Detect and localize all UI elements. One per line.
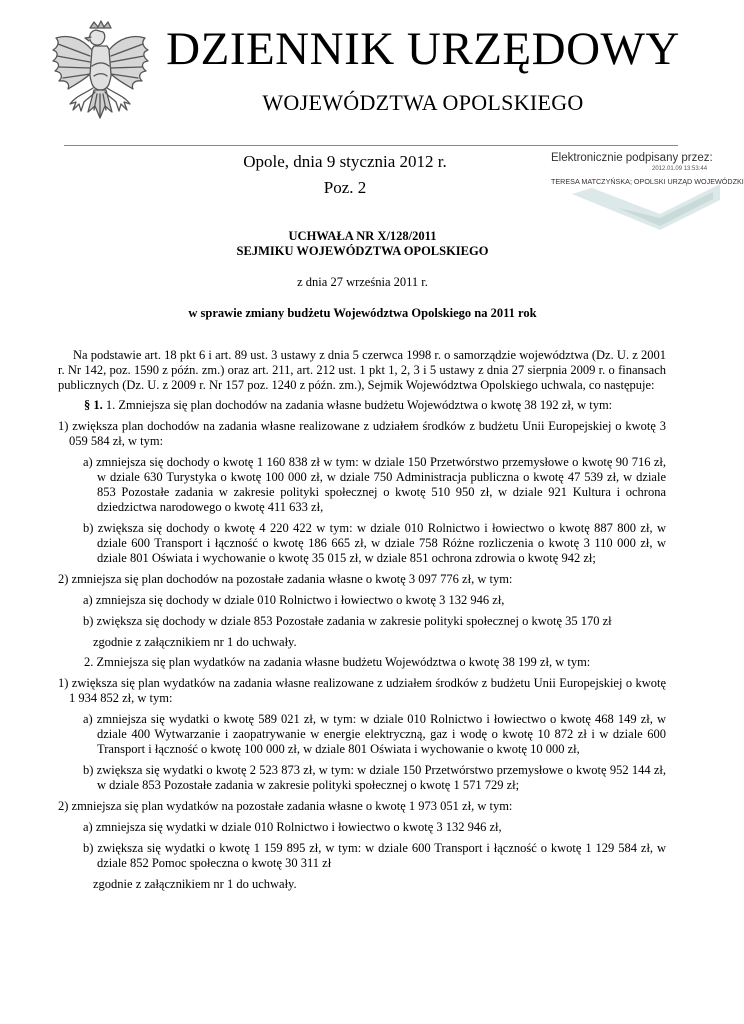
list-item: b) zwiększa się wydatki o kwotę 1 159 895 zł, w tym: w dziale 600 Transport i łączność o kwotę 1 129 584 zł, w dziale 852 Pomoc społeczna o kwotę 30 311 zł [83,841,666,870]
paragraph-1-point-2: 2. Zmniejsza się plan wydatków na zadania własne budżetu Województwa o kwotę 38 199 zł, w tym: [84,655,591,669]
paragraph-sign: § 1. [84,398,103,412]
place-date: Opole, dnia 9 stycznia 2012 r. [243,152,447,171]
list-item: 2) zmniejsza się plan wydatków na pozostałe zadania własne o kwotę 1 973 051 zł, w tym: [58,799,513,813]
white-eagle-emblem-icon [48,20,153,140]
header-divider [64,145,678,146]
attachment-reference: zgodnie z załącznikiem nr 1 do uchwały. [93,635,297,649]
list-item: b) zwiększa się dochody o kwotę 4 220 422 w tym: w dziale 010 Rolnictwo i łowiectwo o kwotę 887 800 zł, w dziale 600 Transport i łączność o kwotę 186 665 zł, w dziale 758 Różne rozliczenia o kwotę 3 110 000 zł, w dziale 801 Oświata i wychowanie o kwotę 35 015 zł, w dziale 851 ochrona zdrowia o kwotę 942 zł; [83,521,666,565]
list-item: a) zmniejsza się dochody o kwotę 1 160 838 zł w tym: w dziale 150 Przetwórstwo przemysłowe o kwotę 90 716 zł, w dziale 630 Turystyka o kwotę 100 000 zł, w dziale 750 Administracja publiczna o kwotę 47 539 zł, w dziale 853 Pozostałe zadania w zakresie polityki społecznej o kwotę 510 950 zł, w dziale 921 Kultura i ochrona dziedzictwa narodowego o kwotę 411 633 zł, [83,455,666,514]
list-item: a) zmniejsza się wydatki o kwotę 589 021 zł, w tym: w dziale 010 Rolnictwo i łowiectwo o kwotę 468 149 zł, w dziale 400 Wytwarzanie i zaopatrywanie w energie elektryczną, gaz i wodę o kwotę 10 872 zł i w dziale 600 Transport i łączność o kwotę 100 000 zł, w dziale 801 Oświata i wychowanie o kwotę 10 000 zł, [83,712,666,756]
signature-signer: TERESA MATCZYŃSKA; OPOLSKI URZĄD WOJEWÓDZKI [551,177,744,186]
list-item: b) zwiększa się dochody w dziale 853 Pozostałe zadania w zakresie polityki społecznej o kwotę 35 170 zł [83,614,612,628]
electronic-signature-stamp [548,150,744,230]
paragraph-1-point-1 [58,398,666,413]
signature-timestamp: 2012.01.09 13:53:44 [652,166,708,172]
resolution-date: z dnia 27 września 2011 r. [297,275,428,289]
legal-basis-paragraph: Na podstawie art. 18 pkt 6 i art. 89 ust. 3 ustawy z dnia 5 czerwca 1998 r. o samorządzie województwa (Dz. U. z 2001 r. Nr 142, poz. 1590 z późn. zm.) oraz art. 211, art. 212 ust. 1 pkt 1, 2, 3 i 5 ustawy z dnia 27 sierpnia 2009 r. o finansach publicznych (Dz. U. z 2009 r. Nr 157 poz. 1240 z późn. zm.), Sejmik Województwa Opolskiego uchwala, co następuje: [58,348,666,392]
list-item: 2) zmniejsza się plan dochodów na pozostałe zadania własne o kwotę 3 097 776 zł, w tym: [58,572,513,586]
signature-heading: Elektronicznie podpisany przez: [551,152,713,164]
list-item: a) zmniejsza się wydatki w dziale 010 Rolnictwo i łowiectwo o kwotę 3 132 946 zł, [83,820,502,834]
resolution-subject: w sprawie zmiany budżetu Województwa Opolskiego na 2011 rok [188,306,537,320]
resolution-number: UCHWAŁA NR X/128/2011 [288,229,437,243]
list-item: a) zmniejsza się dochody w dziale 010 Rolnictwo i łowiectwo o kwotę 3 132 946 zł, [83,593,505,607]
gazette-subtitle: WOJEWÓDZTWA OPOLSKIEGO [262,90,584,115]
list-item: 1) zwiększa plan dochodów na zadania własne realizowane z udziałem środków z budżetu Unii Europejskiej o kwotę 3 059 584 zł, w tym: [58,419,666,448]
position-number: Poz. 2 [323,178,367,197]
attachment-reference: zgodnie z załącznikiem nr 1 do uchwały. [93,877,297,891]
list-item: b) zwiększa się wydatki o kwotę 2 523 873 zł, w tym: w dziale 150 Przetwórstwo przemysłowe o kwotę 952 144 zł, w dziale 853 Pozostałe zadania w zakresie polityki społecznej o kwotę 1 571 729 zł; [83,763,666,792]
gazette-title: DZIENNIK URZĘDOWY [166,23,680,75]
resolution-authority: SEJMIKU WOJEWÓDZTWA OPOLSKIEGO [236,244,489,258]
paragraph-1-point-1-text: 1. Zmniejsza się plan dochodów na zadania własne budżetu Województwa o kwotę 38 192 zł, w tym: [105,398,613,412]
resolution-body [58,348,666,892]
list-item: 1) zwiększa się plan wydatków na zadania własne realizowane z udziałem środków z budżetu Unii Europejskiej o kwotę 1 934 852 zł, w tym: [58,676,666,705]
